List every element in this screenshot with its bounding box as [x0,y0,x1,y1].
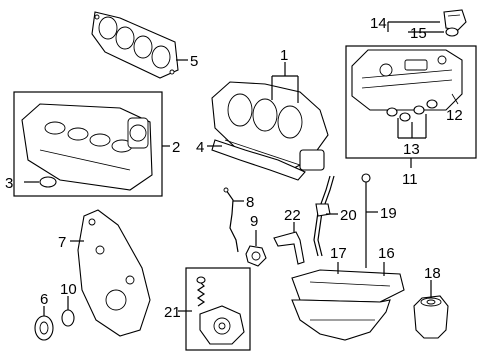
oil-filter[interactable] [414,296,448,338]
callout-17: 17 [330,245,347,262]
callout-7: 7 [58,234,67,251]
oil-pump[interactable] [200,306,244,344]
dipstick[interactable] [362,174,370,268]
oil-pan-upper[interactable] [292,270,404,302]
oil-tube[interactable] [224,188,238,252]
callout-11: 11 [402,171,418,188]
callout-18: 18 [424,265,441,282]
callout-14: 14 [370,15,387,32]
callout-2: 2 [172,139,181,156]
callout-9: 9 [250,213,259,230]
callout-15: 15 [410,25,427,42]
callout-8: 8 [246,194,255,211]
cap-gasket[interactable] [446,28,458,36]
intake-manifold[interactable] [22,104,152,190]
callout-1: 1 [280,47,289,64]
oil-filler-cap[interactable] [444,10,466,30]
callout-19: 19 [380,205,397,222]
dipstick-tube[interactable] [314,176,334,256]
callout-12: 12 [446,107,463,124]
callout-16: 16 [378,245,395,262]
callout-22: 22 [284,207,301,224]
oil-pump-relief-spring[interactable] [197,277,205,306]
valve-cover[interactable] [352,50,462,110]
callout-6: 6 [40,291,49,308]
plug-3[interactable] [40,177,56,187]
exhaust-manifold[interactable] [212,82,328,170]
callout-4: 4 [196,139,205,156]
callout-5: 5 [190,53,199,70]
bracket[interactable] [274,232,304,264]
callout-21: 21 [164,304,181,321]
callout-10: 10 [60,281,77,298]
callout-20: 20 [340,207,357,224]
timing-chain-cover[interactable] [78,210,150,336]
camshaft-seal[interactable] [62,310,74,326]
callout-13: 13 [403,141,420,158]
oil-pan[interactable] [292,300,390,340]
timing-cover-seal[interactable] [35,316,53,340]
intake-manifold-gasket[interactable] [92,12,178,78]
oil-strainer-gasket[interactable] [246,246,266,266]
callout-3: 3 [5,175,14,192]
